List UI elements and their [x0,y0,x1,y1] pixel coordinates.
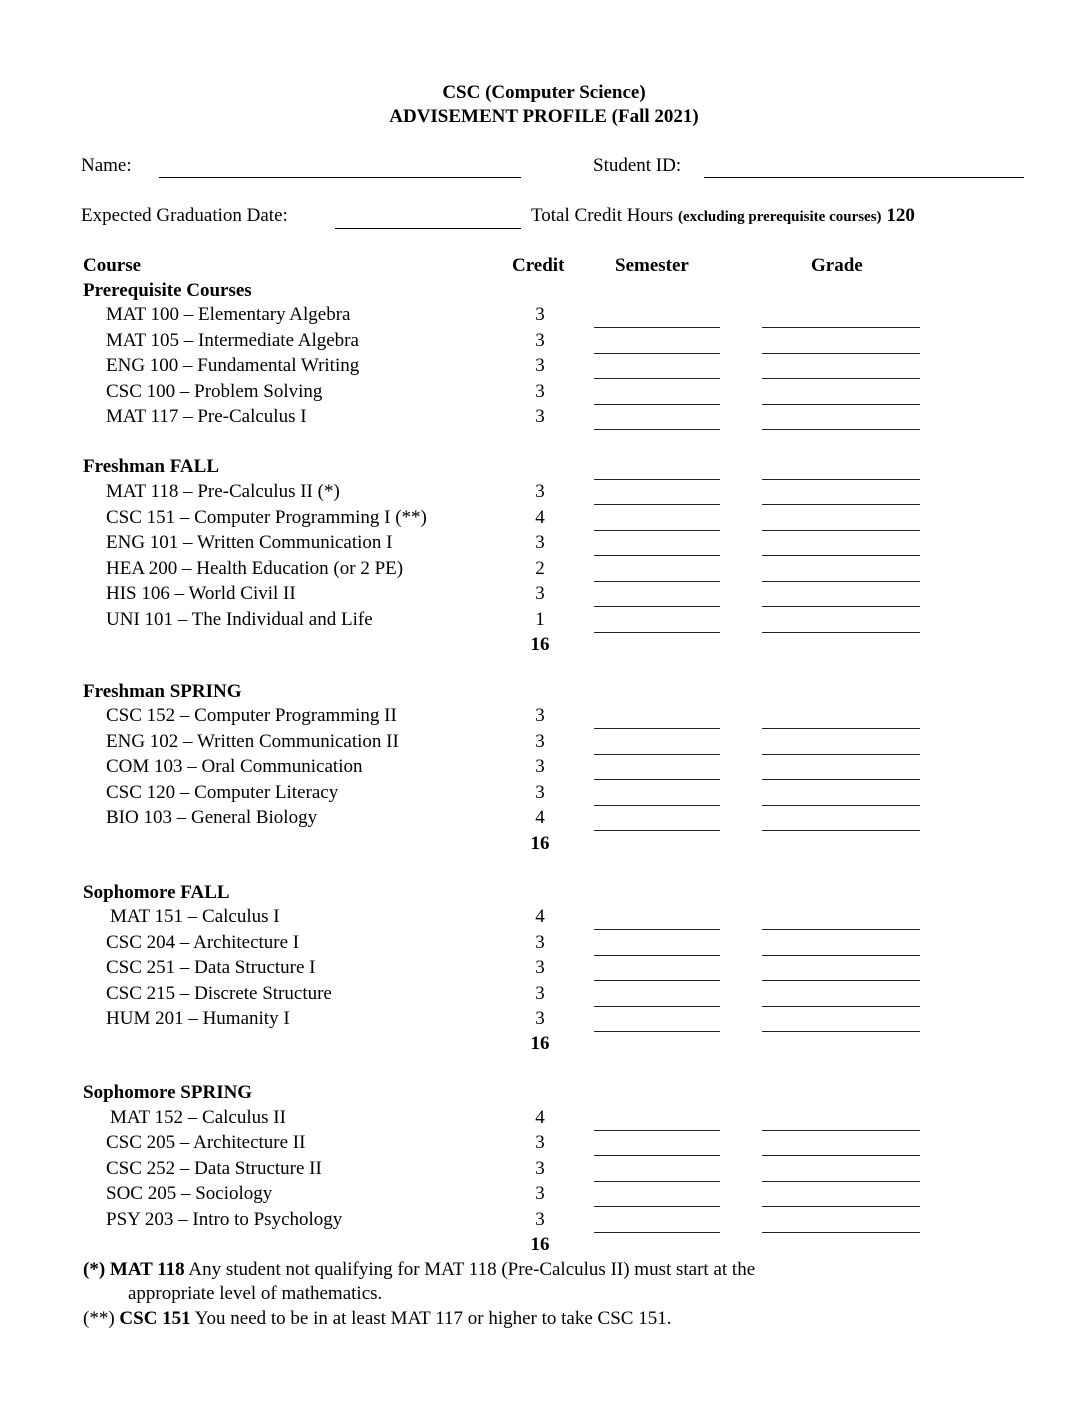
semester-field[interactable] [594,1181,720,1182]
name-field[interactable] [159,177,521,178]
grade-field[interactable] [762,728,920,729]
course-row [0,731,1088,756]
semester-field[interactable] [594,632,720,633]
course-row [0,558,1088,583]
semester-field[interactable] [594,479,720,480]
course-row [0,304,1088,329]
document-title: CSC (Computer Science) [442,82,646,103]
course-credit: 3 [535,983,545,1004]
semester-field[interactable] [594,353,720,354]
course-name: MAT 118 – Pre-Calculus II (*) [106,481,340,502]
course-credit: 4 [535,1107,545,1128]
footnote-course: CSC 151 [119,1308,191,1329]
semester-field[interactable] [594,1155,720,1156]
footnote-marker: (**) [83,1308,115,1329]
total-credit-hours-value: 120 [886,205,915,226]
course-name: CSC 251 – Data Structure I [106,957,316,978]
course-credit: 3 [535,1008,545,1029]
total-credit-hours [531,205,915,227]
total-credit-hours-note: (excluding prerequisite courses) [677,209,882,225]
grade-field[interactable] [762,606,920,607]
semester-field[interactable] [594,779,720,780]
section-total-credits: 16 [530,833,550,854]
semester-field[interactable] [594,1130,720,1131]
course-credit: 4 [535,807,545,828]
course-credit: 3 [535,355,545,376]
semester-field[interactable] [594,327,720,328]
footnote-mat118 [83,1259,755,1281]
course-credit: 3 [535,1183,545,1204]
grade-field[interactable] [762,479,920,480]
grade-field[interactable] [762,353,920,354]
grade-field[interactable] [762,1232,920,1233]
grade-field[interactable] [762,378,920,379]
course-row [0,705,1088,730]
section-title-sophomore-fall: Sophomore FALL [83,882,230,903]
grade-field[interactable] [762,1181,920,1182]
semester-field[interactable] [594,805,720,806]
course-row [0,1209,1088,1234]
section-total-credits: 16 [530,1234,550,1255]
course-row [0,983,1088,1008]
course-credit: 3 [535,756,545,777]
course-name: HEA 200 – Health Education (or 2 PE) [106,558,404,579]
course-row [0,782,1088,807]
section-title-prerequisite: Prerequisite Courses [83,280,252,301]
student-id-field[interactable] [704,177,1024,178]
course-row [0,1008,1088,1033]
section-total-credits: 16 [530,1033,550,1054]
course-credit: 3 [535,583,545,604]
semester-field[interactable] [594,504,720,505]
course-row [0,1158,1088,1183]
course-credit: 3 [535,932,545,953]
grade-field[interactable] [762,805,920,806]
grade-field[interactable] [762,1155,920,1156]
grade-field[interactable] [762,754,920,755]
course-row [0,355,1088,380]
course-row [0,1132,1088,1157]
grade-field[interactable] [762,1206,920,1207]
semester-field[interactable] [594,980,720,981]
graduation-date-field[interactable] [335,228,521,229]
footnote-course: MAT 118 [109,1259,185,1280]
total-credit-hours-label: Total Credit Hours [531,205,674,226]
course-name: MAT 151 – Calculus I [110,906,280,927]
course-credit: 3 [535,304,545,325]
course-row [0,932,1088,957]
grade-field[interactable] [762,779,920,780]
course-row [0,1107,1088,1132]
course-name: CSC 252 – Data Structure II [106,1158,322,1179]
grade-field[interactable] [762,980,920,981]
semester-field[interactable] [594,929,720,930]
grade-field[interactable] [762,530,920,531]
course-name: CSC 215 – Discrete Structure [106,983,332,1004]
grade-field[interactable] [762,327,920,328]
grade-field[interactable] [762,1031,920,1032]
semester-field[interactable] [594,1031,720,1032]
name-label: Name: [81,155,132,176]
semester-field[interactable] [594,404,720,405]
grade-field[interactable] [762,404,920,405]
semester-field[interactable] [594,606,720,607]
document-subtitle: ADVISEMENT PROFILE (Fall 2021) [389,106,699,127]
course-credit: 3 [535,705,545,726]
grade-field[interactable] [762,632,920,633]
grade-field[interactable] [762,555,920,556]
course-row [0,507,1088,532]
course-name: SOC 205 – Sociology [106,1183,273,1204]
semester-field[interactable] [594,728,720,729]
course-name: MAT 152 – Calculus II [110,1107,286,1128]
course-row [0,532,1088,557]
grade-field[interactable] [762,1006,920,1007]
course-name: ENG 101 – Written Communication I [106,532,393,553]
course-credit: 4 [535,906,545,927]
course-name: CSC 152 – Computer Programming II [106,705,397,726]
course-name: PSY 203 – Intro to Psychology [106,1209,343,1230]
course-name: ENG 102 – Written Communication II [106,731,399,752]
course-row [0,609,1088,634]
course-row [0,1183,1088,1208]
grade-field[interactable] [762,955,920,956]
course-credit: 3 [535,481,545,502]
grade-field[interactable] [762,1130,920,1131]
footnote-text: You need to be in at least MAT 117 or higher to take CSC 151. [194,1308,672,1329]
footnote-marker: (*) [83,1259,106,1280]
student-id-label: Student ID: [593,155,682,176]
semester-field[interactable] [594,955,720,956]
course-credit: 3 [535,381,545,402]
course-name: MAT 105 – Intermediate Algebra [106,330,359,351]
course-credit: 1 [535,609,545,630]
section-title-freshman-fall: Freshman FALL [83,456,219,477]
semester-field[interactable] [594,581,720,582]
course-row [0,957,1088,982]
course-credit: 3 [535,532,545,553]
course-name: UNI 101 – The Individual and Life [106,609,373,630]
course-credit: 2 [535,558,545,579]
course-row [0,330,1088,355]
semester-field[interactable] [594,830,720,831]
semester-field[interactable] [594,555,720,556]
course-name: MAT 117 – Pre-Calculus I [106,406,307,427]
course-name: CSC 205 – Architecture II [106,1132,306,1153]
course-row [0,583,1088,608]
semester-field[interactable] [594,429,720,430]
column-header-course: Course [83,255,142,276]
course-name: CSC 120 – Computer Literacy [106,782,339,803]
course-row [0,906,1088,931]
footnote-csc151 [83,1308,671,1330]
section-extra-row [0,456,1088,481]
semester-field[interactable] [594,1006,720,1007]
grade-field[interactable] [762,504,920,505]
graduation-date-label: Expected Graduation Date: [81,205,288,226]
course-credit: 3 [535,957,545,978]
course-name: HIS 106 – World Civil II [106,583,296,604]
column-header-grade: Grade [811,255,863,276]
semester-field[interactable] [594,754,720,755]
course-name: ENG 100 – Fundamental Writing [106,355,360,376]
course-name: BIO 103 – General Biology [106,807,318,828]
course-credit: 4 [535,507,545,528]
grade-field[interactable] [762,429,920,430]
grade-field[interactable] [762,929,920,930]
course-credit: 3 [535,782,545,803]
semester-field[interactable] [594,1232,720,1233]
grade-field[interactable] [762,581,920,582]
course-credit: 3 [535,731,545,752]
section-total-credits: 16 [530,634,550,655]
course-row [0,381,1088,406]
course-credit: 3 [535,406,545,427]
semester-field[interactable] [594,1206,720,1207]
course-row [0,756,1088,781]
course-row [0,481,1088,506]
footnote-text: Any student not qualifying for MAT 118 (Pre-Calculus II) must start at the [188,1259,756,1280]
course-credit: 3 [535,1158,545,1179]
column-header-semester: Semester [615,255,689,276]
course-name: COM 103 – Oral Communication [106,756,363,777]
course-name: CSC 151 – Computer Programming I (**) [106,507,427,528]
course-name: CSC 204 – Architecture I [106,932,300,953]
section-title-sophomore-spring: Sophomore SPRING [83,1082,253,1103]
course-name: MAT 100 – Elementary Algebra [106,304,351,325]
course-credit: 3 [535,1209,545,1230]
semester-field[interactable] [594,530,720,531]
semester-field[interactable] [594,378,720,379]
course-row [0,807,1088,832]
course-row [0,406,1088,431]
course-name: CSC 100 – Problem Solving [106,381,323,402]
course-name: HUM 201 – Humanity I [106,1008,290,1029]
section-title-freshman-spring: Freshman SPRING [83,681,242,702]
course-credit: 3 [535,330,545,351]
course-credit: 3 [535,1132,545,1153]
column-header-credit: Credit [512,255,565,276]
footnote-mat118-continued: appropriate level of mathematics. [128,1283,383,1304]
grade-field[interactable] [762,830,920,831]
